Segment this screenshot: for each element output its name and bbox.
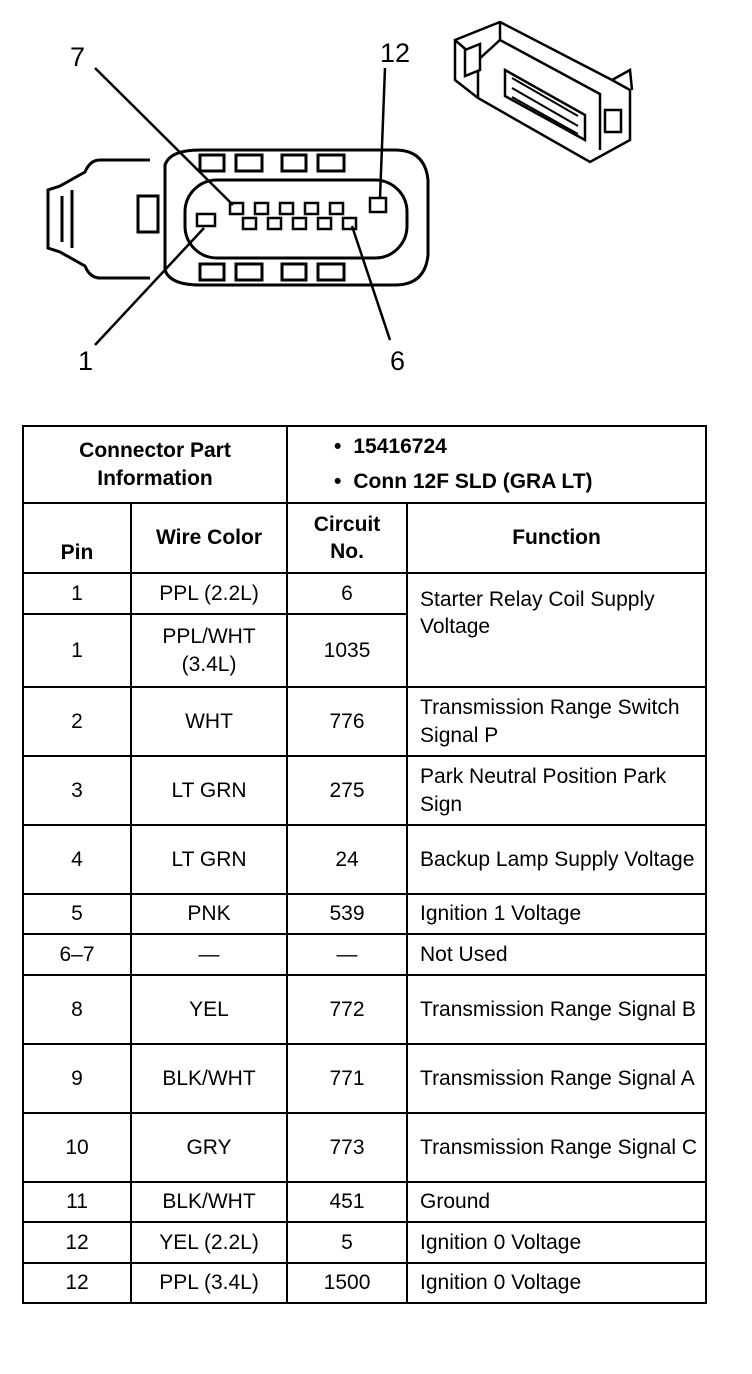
table-row [23, 573, 706, 614]
wire-color-cell: PPL (3.4L) [131, 1263, 287, 1303]
table-row [23, 1113, 706, 1182]
header-circuit-no: Circuit No. [287, 503, 407, 573]
part-info-label: Connector Part Information [23, 426, 287, 503]
wire-color-cell: WHT [131, 687, 287, 756]
connector-3d-view [455, 22, 632, 162]
circuit-cell: 451 [287, 1182, 407, 1222]
pin-cell: 6–7 [23, 934, 131, 975]
pin-cell: 1 [23, 614, 131, 687]
connector-pin-table [22, 425, 707, 1304]
pin-cell: 4 [23, 825, 131, 894]
table-row [23, 1263, 706, 1303]
function-cell: Not Used [407, 934, 706, 975]
callout-pin-12: 12 [380, 38, 411, 68]
table-row [23, 894, 706, 934]
pin-cell: 11 [23, 1182, 131, 1222]
wire-color-cell: BLK/WHT [131, 1182, 287, 1222]
wire-color-cell: PNK [131, 894, 287, 934]
pin-cell: 9 [23, 1044, 131, 1113]
table-row [23, 825, 706, 894]
table-row [23, 756, 706, 825]
function-cell: Ignition 0 Voltage [407, 1263, 706, 1303]
wire-color-cell: YEL [131, 975, 287, 1044]
wire-color-cell: GRY [131, 1113, 287, 1182]
table-header-row [23, 503, 706, 573]
pin-cell: 12 [23, 1263, 131, 1303]
table-row [23, 687, 706, 756]
wire-color-cell: PPL/WHT (3.4L) [131, 614, 287, 687]
wire-color-cell: — [131, 934, 287, 975]
function-cell: Park Neutral Position Park Sign [407, 756, 706, 825]
circuit-cell: 5 [287, 1222, 407, 1263]
circuit-cell: 539 [287, 894, 407, 934]
table-row [23, 975, 706, 1044]
function-cell: Transmission Range Signal A [407, 1044, 706, 1113]
callout-pin-1: 1 [78, 346, 94, 376]
pin-cell: 1 [23, 573, 131, 614]
circuit-cell: 1035 [287, 614, 407, 687]
function-cell: Ignition 1 Voltage [407, 894, 706, 934]
part-info-row [23, 426, 706, 503]
callout-pin-6: 6 [390, 346, 406, 376]
pin-cell: 10 [23, 1113, 131, 1182]
function-cell: Backup Lamp Supply Voltage [407, 825, 706, 894]
wire-color-cell: YEL (2.2L) [131, 1222, 287, 1263]
function-cell: Ignition 0 Voltage [407, 1222, 706, 1263]
circuit-cell: 772 [287, 975, 407, 1044]
pin-cell: 2 [23, 687, 131, 756]
header-wire-color: Wire Color [131, 503, 287, 573]
circuit-cell: 275 [287, 756, 407, 825]
function-cell: Transmission Range Switch Signal P [407, 687, 706, 756]
wire-color-cell: LT GRN [131, 756, 287, 825]
connector-face [48, 150, 428, 285]
wire-color-cell: LT GRN [131, 825, 287, 894]
pin-cavities [197, 198, 386, 229]
header-pin: Pin [23, 503, 131, 573]
pin-cell: 8 [23, 975, 131, 1044]
part-number: • 15416724 [334, 430, 699, 465]
wire-color-cell: PPL (2.2L) [131, 573, 287, 614]
connector-diagram [0, 0, 752, 400]
pin-cell: 3 [23, 756, 131, 825]
function-cell: Starter Relay Coil Supply Voltage [407, 573, 706, 687]
circuit-cell: 773 [287, 1113, 407, 1182]
table-row [23, 1182, 706, 1222]
header-function: Function [407, 503, 706, 573]
table-row [23, 1044, 706, 1113]
circuit-cell: 1500 [287, 1263, 407, 1303]
pin-cell: 5 [23, 894, 131, 934]
part-info-list [294, 430, 699, 499]
function-cell: Ground [407, 1182, 706, 1222]
circuit-cell: — [287, 934, 407, 975]
table-row [23, 1222, 706, 1263]
circuit-cell: 24 [287, 825, 407, 894]
wire-color-cell: BLK/WHT [131, 1044, 287, 1113]
part-info-cell [287, 426, 706, 503]
callout-pin-7: 7 [70, 42, 86, 72]
connector-description: • Conn 12F SLD (GRA LT) [334, 465, 699, 500]
pin-cell: 12 [23, 1222, 131, 1263]
function-cell: Transmission Range Signal C [407, 1113, 706, 1182]
circuit-cell: 776 [287, 687, 407, 756]
circuit-cell: 6 [287, 573, 407, 614]
table-row [23, 934, 706, 975]
circuit-cell: 771 [287, 1044, 407, 1113]
function-cell: Transmission Range Signal B [407, 975, 706, 1044]
